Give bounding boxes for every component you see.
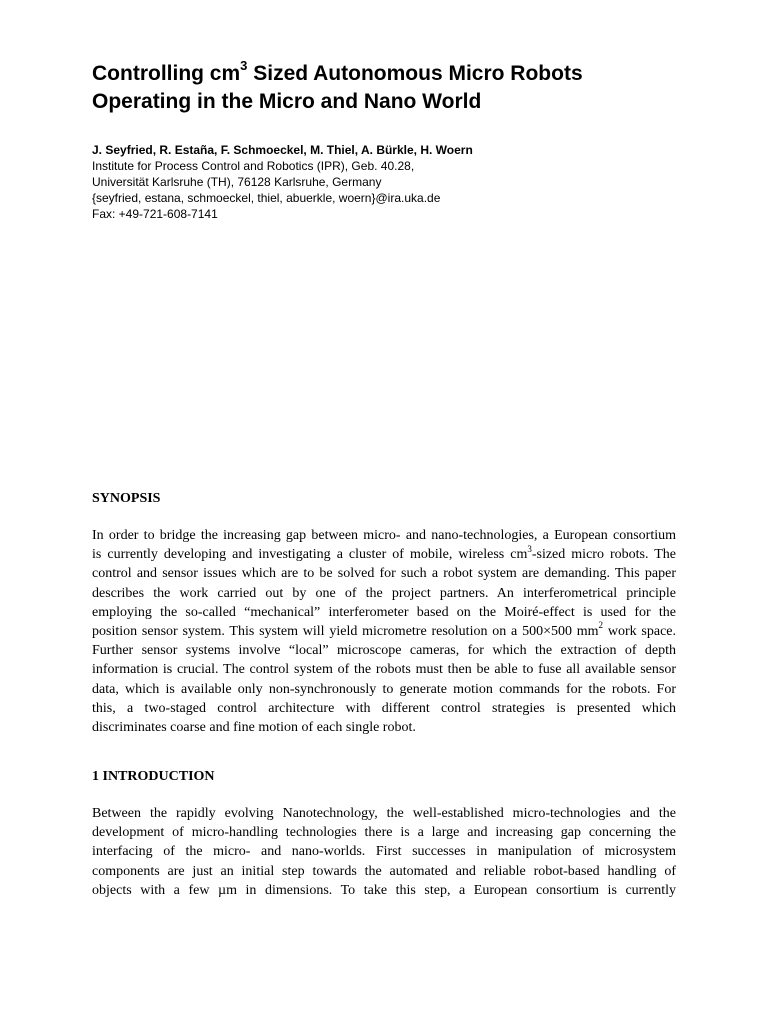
introduction-line: Between the rapidly evolving Nanotechnology, the well-established micro-technologies and the bbox=[92, 806, 676, 821]
title-text-a: Controlling cm bbox=[92, 62, 241, 85]
introduction-line: development of micro-handling technologies there is a large and increasing gap concerning the bbox=[92, 825, 676, 841]
synopsis-line bbox=[92, 622, 676, 641]
synopsis-line: Further sensor systems involve “local” microscope cameras, for which the extraction of depth bbox=[92, 643, 676, 659]
synopsis-line: describes the work carried out by one of the project partners. An interferometrical principle bbox=[92, 585, 676, 601]
author-fax: Fax: +49-721-608-7141 bbox=[92, 207, 218, 221]
author-names: J. Seyfried, R. Estaña, F. Schmoeckel, M. Thiel, A. Bürkle, H. Woern bbox=[92, 143, 473, 157]
synopsis-line: In order to bridge the increasing gap between micro- and nano-technologies, a European consortium bbox=[92, 528, 676, 543]
synopsis-line: data, which is available only non-synchronously to generate motion commands for the robots. For bbox=[92, 681, 676, 697]
introduction-heading: 1 INTRODUCTION bbox=[92, 769, 215, 784]
synopsis-paragraph bbox=[92, 526, 676, 737]
affiliation-line-1: Institute for Process Control and Robotics (IPR), Geb. 40.28, bbox=[92, 159, 415, 173]
synopsis-line-text: work space. bbox=[603, 624, 677, 640]
introduction-line: objects with a few µm in dimensions. To take this step, a European consortium is currently bbox=[92, 882, 676, 898]
title-line-1 bbox=[92, 60, 692, 88]
synopsis-line: this, a two-staged control architecture with different control strategies is presented which bbox=[92, 700, 676, 716]
introduction-paragraph bbox=[92, 804, 676, 900]
title-text-b: Sized Autonomous Micro Robots bbox=[247, 62, 583, 85]
introduction-line: components are just an initial step towards the automated and reliable robot-based handling of bbox=[92, 863, 676, 879]
synopsis-superscript: 3 bbox=[527, 543, 532, 554]
title-line-2: Operating in the Micro and Nano World bbox=[92, 90, 482, 113]
synopsis-superscript: 2 bbox=[598, 620, 604, 631]
synopsis-line: discriminates coarse and fine motion of each single robot. bbox=[92, 720, 416, 736]
title-superscript: 3 bbox=[240, 58, 248, 73]
synopsis-line: employing the so-called “mechanical” interferometer based on the Moiré-effect is used for the bbox=[92, 604, 676, 620]
synopsis-line-text: position sensor system. This system will yield micrometre resolution on a 500×500 mm bbox=[92, 624, 599, 640]
author-emails: {seyfried, estana, schmoeckel, thiel, abuerkle, woern}@ira.uka.de bbox=[92, 191, 441, 205]
synopsis-line: control and sensor issues which are to be solved for such a robot system are demanding. This paper bbox=[92, 566, 676, 582]
synopsis-line-text: -sized micro robots. The bbox=[531, 547, 676, 563]
introduction-line: interfacing of the micro- and nano-worlds. First successes in manipulation of microsystem bbox=[92, 844, 676, 860]
synopsis-line: information is crucial. The control system of the robots must then be able to fuse all available sensor bbox=[92, 662, 676, 678]
synopsis-heading: SYNOPSIS bbox=[92, 491, 161, 506]
affiliation-line-2: Universität Karlsruhe (TH), 76128 Karlsruhe, Germany bbox=[92, 175, 382, 189]
author-block bbox=[92, 142, 712, 222]
synopsis-line bbox=[92, 545, 676, 564]
paper-title bbox=[92, 60, 692, 116]
synopsis-line-text: is currently developing and investigating a cluster of mobile, wireless cm bbox=[92, 547, 528, 563]
